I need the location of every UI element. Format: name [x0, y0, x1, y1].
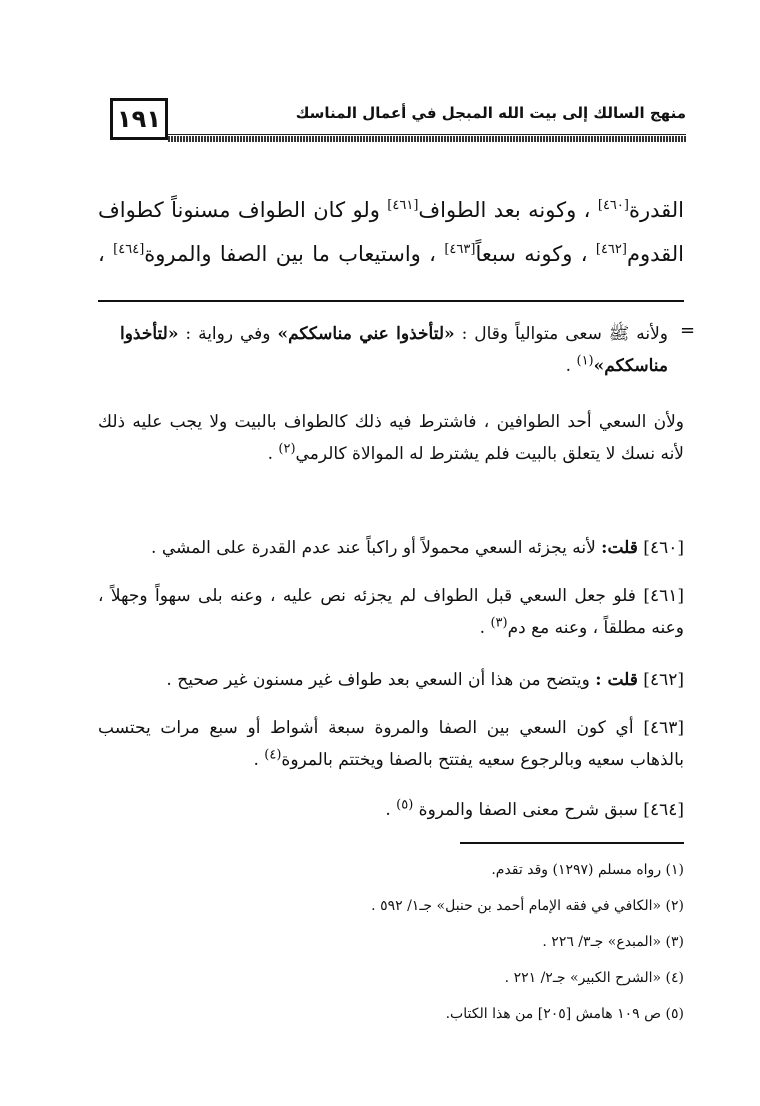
continuation-mark: =: [680, 320, 696, 341]
footnote-ref-2: (٢): [278, 441, 296, 457]
footnote-ref-5: (٥): [396, 797, 414, 813]
hadith-quote: «لتأخذوا عني مناسككم»: [277, 324, 455, 344]
header-rule: [168, 134, 686, 135]
note-464: [٤٦٤] سبق شرح معنى الصفا والمروة $^{(٥)}$ .: [385, 797, 684, 820]
footnote-3: (٣) «المبدع» جـ٣/ ٢٢٦ .: [542, 934, 684, 950]
hadith-quote-variant: «لتأخذوا مناسككم»: [120, 324, 668, 376]
ref-461: [٤٦١]: [387, 198, 419, 213]
footnote-ref-4: (٤): [264, 747, 282, 763]
footnote-divider: [460, 842, 684, 844]
commentary-para-2: ولأن السعي أحد الطوافين ، فاشترط فيه ذلك كالطواف بالبيت ولا يجب عليه ذلك لأنه نسك لا يتعلق بالبيت فلم يشترط له الموالاة كالرمي$^{(٢)}$ .: [98, 412, 684, 464]
main-line-1: القدرة[٤٦٠] ، وكونه بعد الطواف[٤٦١] ولو كان الطواف مسنوناً كطواف: [98, 198, 684, 222]
footnotes: [98, 852, 684, 1032]
ref-460: [٤٦٠]: [597, 198, 629, 213]
note-462: [٤٦٢] قلت : ويتضح من هذا أن السعي بعد طواف غير مسنون غير صحيح .: [166, 670, 684, 690]
ref-464: [٤٦٤]: [113, 242, 145, 257]
footnote-1: (١) رواه مسلم (١٢٩٧) وقد تقدم.: [491, 862, 684, 878]
footnote-4: (٤) «الشرح الكبير» جـ٢/ ٢٢١ .: [504, 970, 684, 986]
footnote-2: (٢) «الكافي في فقه الإمام أحمد بن حنبل» جـ١/ ٥٩٢ .: [371, 898, 684, 914]
section-divider: [98, 300, 684, 302]
footnote-ref-1: (١): [576, 353, 594, 369]
note-461: [٤٦١] فلو جعل السعي قبل الطواف لم يجزئه نص عليه ، وعنه بلى سهواً وجهلاً ، وعنه مطلقاً ، وعنه مع دم$^{(٣)}$ .: [98, 586, 685, 638]
header-rule-hatched: [168, 136, 686, 142]
main-text: [98, 188, 684, 276]
page-number: ١٩١: [110, 98, 168, 140]
footnote-ref-3: (٣): [490, 615, 508, 631]
ref-463: [٤٦٣]: [444, 242, 476, 257]
ref-462: [٤٦٢]: [595, 242, 627, 257]
note-460: [٤٦٠] قلت: لأنه يجزئه السعي محمولاً أو راكباً عند عدم القدرة على المشي .: [151, 538, 684, 558]
footnote-5: (٥) ص ١٠٩ هامش [٢٠٥] من هذا الكتاب.: [445, 1006, 684, 1022]
page-header: [96, 88, 686, 146]
commentary-para-1: ولأنه ﷺ سعى متوالياً وقال : «لتأخذوا عني مناسككم» وفي رواية : «لتأخذوا مناسككم»$^{(١)}$ .: [120, 324, 668, 376]
main-line-2: القدوم[٤٦٢] ، وكونه سبعاً[٤٦٣] ، واستيعاب ما بين الصفا والمروة[٤٦٤] ،: [98, 242, 685, 266]
running-title: منهج السالك إلى بيت الله المبجل في أعمال المناسك: [295, 104, 686, 122]
note-463: [٤٦٣] أي كون السعي بين الصفا والمروة سبعة أشواط أو سبع مرات يحتسب بالذهاب سعيه وبالرجوع سعيه يفتتح بالصفا ويختتم بالمروة$^{(٤)}$ .: [98, 718, 684, 770]
